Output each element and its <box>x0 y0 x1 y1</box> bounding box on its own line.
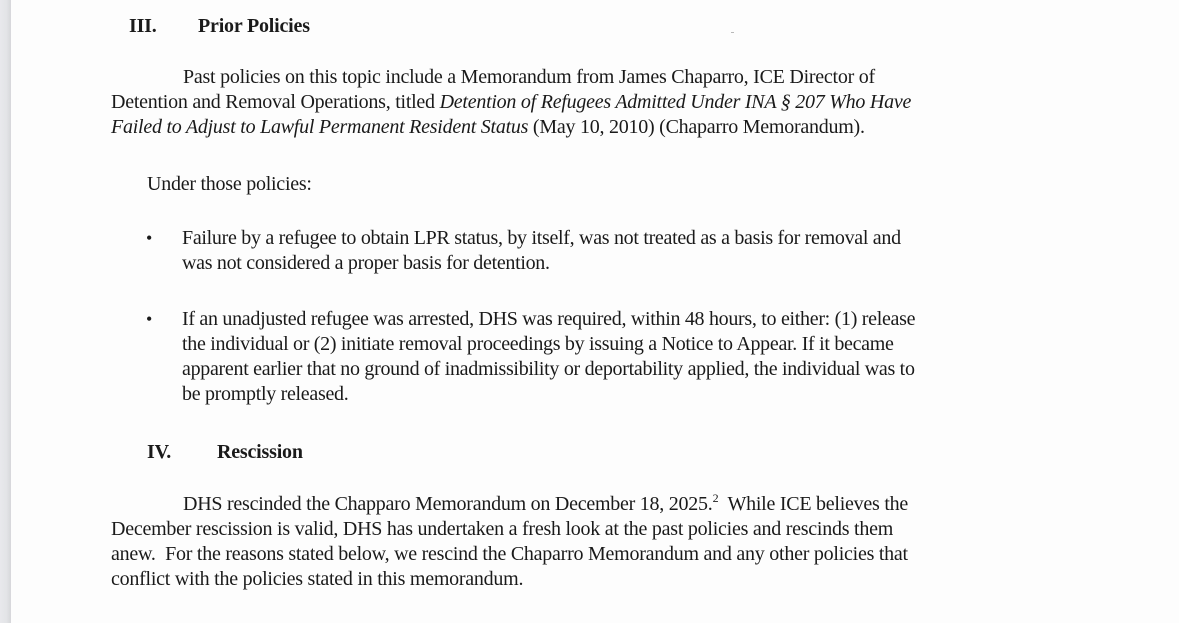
document-page <box>11 0 1179 623</box>
bullet-item <box>146 307 916 407</box>
intro-text: Under those policies: <box>147 173 312 195</box>
bullet-item <box>146 226 901 276</box>
paragraph-text: (May 10, 2010) (Chaparro Memorandum). <box>528 116 865 138</box>
paragraph-line <box>111 492 908 517</box>
section-number: III. <box>129 15 157 37</box>
section-title: Prior Policies <box>198 15 310 37</box>
section-number: IV. <box>147 441 172 463</box>
bullet-line: If an unadjusted refugee was arrested, DHS was required, within 48 hours, to either: (1) release <box>182 308 916 330</box>
paragraph-line: anew. For the reasons stated below, we rescind the Chaparro Memorandum and any other policies that <box>111 543 908 565</box>
memorandum-title: Failed to Adjust to Lawful Permanent Resident Status <box>111 116 529 138</box>
viewer-edge-strip <box>0 0 11 623</box>
prior-policies-paragraph <box>111 65 911 140</box>
scan-artifact <box>731 32 734 33</box>
paragraph-text: DHS rescinded the Chapparo Memorandum on December 18, 2025. <box>183 493 713 515</box>
footnote-reference[interactable]: 2 <box>712 491 719 505</box>
paragraph-text: While ICE believes the <box>718 493 908 515</box>
paragraph-line <box>111 90 911 115</box>
bullet-line: the individual or (2) initiate removal proceedings by issuing a Notice to Appear. If it became <box>182 333 894 355</box>
paragraph-line <box>111 115 911 140</box>
under-policies-intro <box>147 172 312 197</box>
rescission-paragraph <box>111 492 908 592</box>
paragraph-line: December rescission is valid, DHS has undertaken a fresh look at the past policies and rescinds them <box>111 518 894 540</box>
paragraph-line: conflict with the policies stated in this memorandum. <box>111 568 524 590</box>
bullet-icon: • <box>146 228 153 248</box>
section-title: Rescission <box>217 441 303 463</box>
bullet-line: be promptly released. <box>182 383 349 405</box>
bullet-line: apparent earlier that no ground of inadmissibility or deportability applied, the individual was to <box>182 358 915 380</box>
bullet-line: was not considered a proper basis for detention. <box>182 252 550 274</box>
bullet-icon: • <box>146 309 153 329</box>
memorandum-title: Detention of Refugees Admitted Under INA § 207 Who Have <box>439 91 912 113</box>
paragraph-line: Past policies on this topic include a Memorandum from James Chaparro, ICE Director of <box>183 66 875 88</box>
bullet-line: Failure by a refugee to obtain LPR status, by itself, was not treated as a basis for removal and <box>182 227 901 249</box>
paragraph-text: Detention and Removal Operations, titled <box>111 91 440 113</box>
